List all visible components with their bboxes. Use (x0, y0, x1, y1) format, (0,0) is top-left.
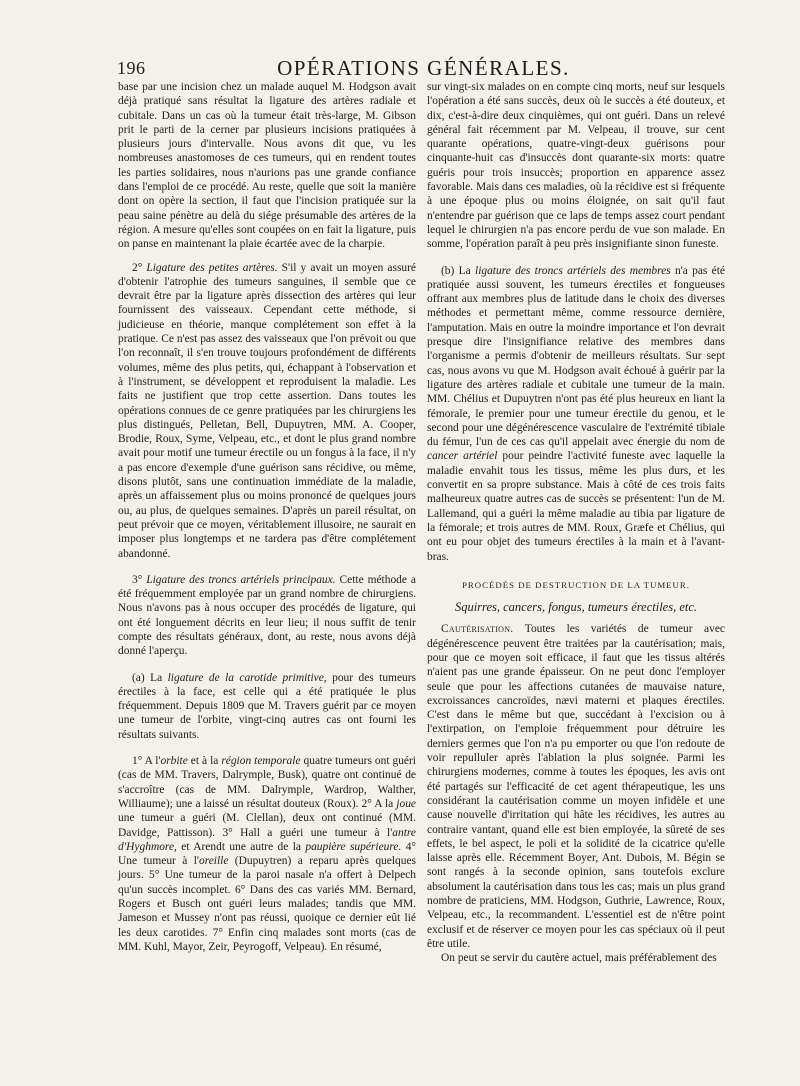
text-run: région temporale (221, 755, 301, 768)
text-run: joue (396, 797, 416, 810)
text-run: et Arendt une autre de la (176, 840, 306, 853)
paragraph-number: (b) La (441, 264, 476, 277)
paragraph-title: ligature de la carotide primitive, (167, 671, 327, 684)
paragraph-number: (a) La (132, 671, 168, 684)
running-title: OPÉRATIONS GÉNÉRALES. (277, 56, 570, 80)
paragraph-emphasis: cancer artériel (427, 450, 498, 463)
text-run: orbite (160, 755, 188, 768)
section-heading: PROCÉDÉS DE DESTRUCTION DE LA TUMEUR. (462, 579, 690, 590)
text-run: paupière supérieure. (305, 840, 402, 853)
paragraph: On peut se servir du cautère actuel, mais préférablement des (441, 952, 717, 965)
paragraph-text: Cette méthode a été fréquemment employée par un grand nombre de chirurgiens. Nous n'avons pas à nous occuper des procédés de ligature, qui ont été longuement décrits en leur lieu; il nous suffit de tenir compte des résultats généraux, dont, au reste, nous avons déjà donné l'aperçu. (118, 573, 416, 658)
paragraph (118, 573, 416, 659)
paragraph-text: pour peindre l'activité funeste avec laquelle la maladie envahit tous les tissus, même les plus durs, et les convertit en sa propre substance. Mais à côté de ces trois faits malheureux quatre autres cas de succès se présentent: l'un de M. Lallemand, qui a guéri la même maladie au tibia par ligature de la fémorale; et trois autres de MM. Roux, Græfe et Chélius, qui ont eu pour objet des tumeurs érectiles à la main et à l'avant-bras. (427, 450, 725, 563)
paragraph-number: 2° (132, 261, 147, 274)
paragraph-text: Toutes les variétés de tumeur avec dégénérescence peuvent être traitées par la cautérisation; mais, pour que ce moyen soit efficace, il faut que les tissus altérés n'aient pas une grande épaisseur. On ne peut donc l'employer seule que pour les affections cutanées de mauvaise nature, excroissances cancroïdes, nævi materni et plaques érectiles. C'est dans le même but que, succédant à l'excision ou à l'extirpation, on l'emploie fréquemment pour détruire les derniers germes que l'on n'a pu emporter ou que l'on redoute de voir repulluler après l'ablation la plus soignée. Parmi les chirurgiens modernes, comme à toutes les époques, les avis ont été partagés sur l'efficacité de cet agent thérapeutique, les uns considérant la cautérisation comme un moyen infidèle et une cause nouvelle d'irritation qui hâte les récidives, les autres au contraire vantant, quand elle est bien employée, la sûreté de ses effets, le bel aspect, le poli et la solidité de la cicatrice qu'elle laisse après elle. Récemment Boyer, Ant. Dubois, M. Bégin se sont rangés à la seconde opinion, sans toutefois exclure absolument la cautérisation dans tous les cas; mais un plus grand nombre de praticiens, MM. Hodgson, Guthrie, Lawrence, Roux, Velpeau, etc., la recommandent. L'essentiel est de n'être point exclusif et de réserver ce moyen pour les cas spéciaux où il peut être utile. (427, 623, 725, 950)
text-run: oreille (198, 855, 229, 868)
paragraph-number: 3° (132, 573, 147, 586)
paragraph (427, 264, 725, 564)
paragraph (118, 671, 416, 742)
paragraph-text: n'a pas été pratiquée aussi souvent, les tumeurs érectiles et fongueuses offrant aux membres plus de latitude dans le choix des diverses méthodes et permettant même, comme ressource dernière, l'amputation. Mais en outre la moindre importance et l'on devrait presque dire l'insignifiance relative des membres dans l'organisme a permis d'obtenir de meilleurs résultats. Sur sept cas, nous avons vu que M. Hodgson avait échoué à guérir par la ligature des artères radiale et cubitale une tumeur de la main. MM. Chélius et Dupuytren n'ont pas été plus heureux en liant la fémorale, le premier pour une tumeur érectile du genou, et le second pour une dégénérescence vasculaire de l'extrémité tibiale du fémur, l'un de ces cas qu'il appelait avec énergie du nom de (427, 264, 725, 449)
text-run: et à la (187, 755, 222, 768)
text-run: antre d'Hyghmore, (118, 826, 416, 853)
section-subtitle: Squirres, cancers, fongus, tumeurs érectiles, etc. (454, 600, 698, 615)
paragraph (118, 754, 416, 954)
paragraph-title: Ligature des troncs artériels principaux. (146, 573, 336, 586)
paragraph-title: Ligature des petites artères. (146, 261, 278, 274)
text-run: quatre tumeurs ont guéri (cas de MM. Travers, Dalrymple, Busk), quatre ont continué de s'accroître (cas de MM. Dalrymple, Wardrop, Walther, Williaume); une a laissé un résultat douteux (Roux). 2° A la (118, 755, 416, 810)
text-run: (Dupuytren) a reparu après quelques jours. 5° Une tumeur de la paroi nasale n'a offert à Delpech qu'un succès incomplet. 6° Dans des cas variés MM. Bernard, Rogers et Busch ont guéri leurs malades; tandis que MM. Jameson et Mussey n'ont pas réussi, quoique ce dernier eût lié les deux carotides. 7° Enfin cinq malades sont morts (cas de MM. Kuhl, Mayor, Zeir, Peyrogoff, Velpeau). En résumé, (118, 855, 416, 953)
paragraph (118, 261, 416, 561)
right-column (427, 80, 725, 966)
text-run: une tumeur a guéri (M. Clellan), deux ont continué (MM. Davidge, Pattisson). 3° Hall a guéri une tumeur à l' (118, 812, 416, 839)
paragraph-text: S'il y avait un moyen assuré d'obtenir l'atrophie des tumeurs sanguines, il semble que ce devrait être par la ligature après dissection des artères qui leur fournissent des vaisseaux. Cependant cette méthode, si judicieuse en théorie, manque complétement son effet à la pratique. Ce n'est pas assez des vaisseaux que l'on prévoit ou que l'on reconnaît, il s'en trouve toujours profondément de différents volumes, même des plus petits, qui, échappant à l'observation et à l'instrument, se développent et reproduisent la maladie. Les faits ne justifient que trop cette assertion. Dans toutes les opérations connues de ce genre pratiquées par les chirurgiens les plus distingués, Pelletan, Bell, Dupuytren, MM. A. Cooper, Brodie, Roux, Syme, Velpeau, etc., et dont le plus grand nombre avait pour motif une tumeur érectile ou un fongus à la face, il n'y a pas encore d'exemple d'une guérison sans récidive, ou même, disons plutôt, sans une continuation immédiate de la maladie, après un affaissement plus ou moins prononcé de quelques jours ou, au plus, de quelques semaines. D'après un pareil résultat, on peut prévoir que ce moyen, véritablement illusoire, ne saurait en imposer plus longtemps et ne tardera pas d'être complétement abandonné. (118, 261, 416, 560)
paragraph-title: Cautérisation. (441, 623, 514, 636)
text-run: 4° Une tumeur à l' (118, 840, 416, 868)
page-number: 196 (117, 58, 146, 78)
paragraph (427, 622, 725, 951)
paragraph-text: pour des tumeurs érectiles à la face, est celle qui a été pratiquée le plus fréquemment. Depuis 1809 que M. Travers guérit par ce moyen une tumeur de l'orbite, vingt-cinq autres cas ont fourni les résultats suivants. (118, 671, 417, 741)
paragraph: sur vingt-six malades on en compte cinq morts, neuf sur lesquels l'opération a été sans succès, deux où le succès a été douteux, et dix, c'est-à-dire deux cinquièmes, qui ont guéri. Dans un relevé général fait récemment par M. Velpeau, il trouve, sur cent quarante opérations, quatre-vingt-deux guérisons pour cinquante-huit cas d'insuccès dont quarante-six morts: quatre guéris pour trois insuccès; proportion en apparence assez favorable. Mais dans ces maladies, où la récidive est si fréquente à une époque plus ou moins éloignée, on sait qu'il faut n'entendre par guérison que ce laps de temps assez court pendant lequel le chirurgien n'a pas encore perdu de vue son malade. En somme, l'opération paraît à peu près insignifiante sinon funeste. (427, 81, 725, 251)
paragraph-title: ligature des troncs artériels des membres (475, 264, 671, 277)
left-column (118, 80, 416, 954)
paragraph: base par une incision chez un malade auquel M. Hodgson avait déjà pratiqué sans résultat la ligature des artères radiale et cubitale. Dans un cas où la tumeur était très-large, M. Gibson prit le parti de la cerner par plusieurs incisions pratiquées à plusieurs jours d'intervalle. Nous avons dit que, vu les nombreuses anastomoses de ces tumeurs, qui en rendent toutes les parties solidaires, nous n'aurions pas une grande confiance dans l'emploi de ce procédé. Au reste, quelle que soit la manière dont on opère la section, il faut que l'incision pratiquée sur la peau saine pénètre au delà du siége présumable des artères de la région. A mesure qu'elles sont coupées on en fait la ligature, puis on panse en maintenant la plaie écartée avec de la charpie. (118, 81, 416, 251)
text-run: 1° A l' (132, 755, 161, 768)
